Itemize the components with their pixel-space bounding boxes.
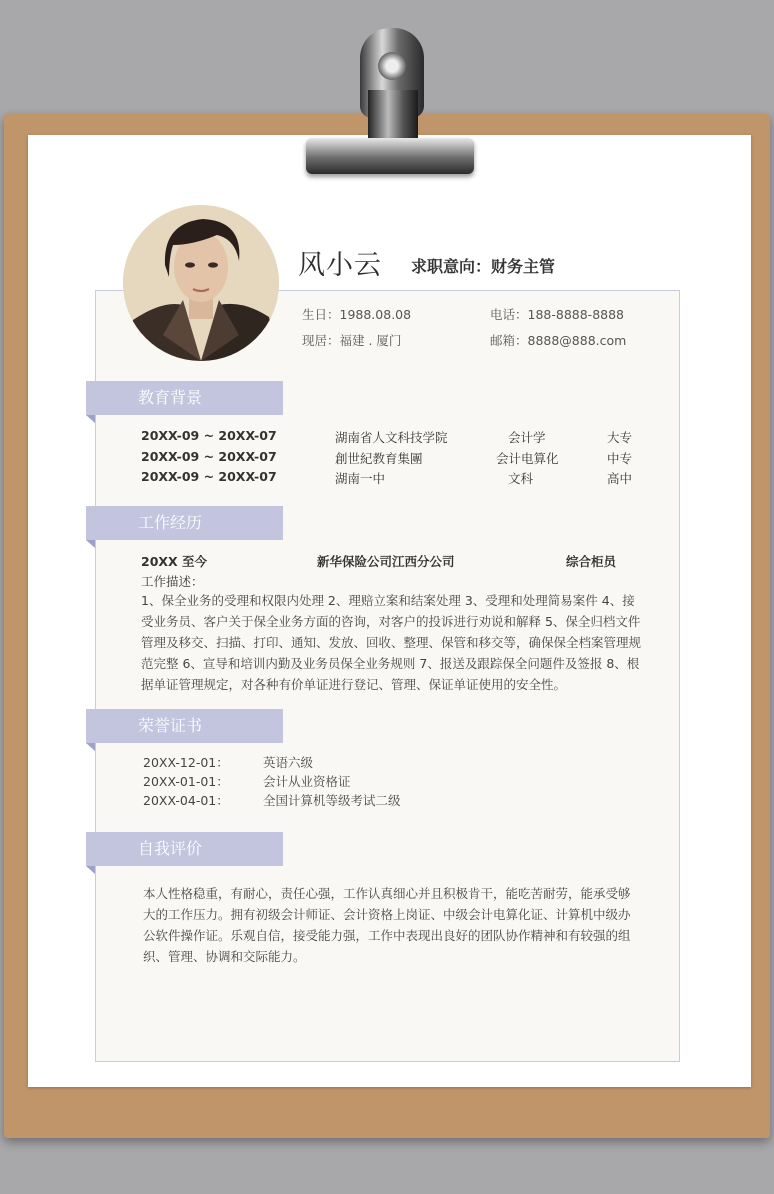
binder-clip-neck: [368, 90, 418, 140]
candidate-name: 风小云: [298, 250, 382, 281]
job-intention: 求职意向：财务主管: [411, 257, 556, 276]
work-period: 20XX 至今: [141, 554, 208, 569]
self-line: 本人性格稳重，有耐心，责任心强，工作认真细心并且积极肯干，能吃苦耐劳，能承受够: [143, 886, 631, 901]
edu-major-3: 文科: [508, 471, 534, 486]
edu-period-2: 20XX-09 ~ 20XX-07: [141, 449, 277, 464]
self-line: 大的工作压力。拥有初级会计师证、会计资格上岗证、中级会计电算化证、计算机中级办: [143, 907, 631, 922]
work-desc-label: 工作描述：: [141, 574, 204, 589]
work-description: [141, 590, 661, 695]
info-birthday: 生日：1988.08.08: [302, 307, 412, 322]
work-desc-line: 范完整 6、宣导和培训内勤及业务员保全业务规则 7、报送及跟踪保全问题件及签报 8、根: [141, 656, 640, 671]
edu-major-2: 会计电算化: [496, 451, 559, 466]
section-header-education: 教育背景: [86, 381, 283, 415]
honor-name-2: 会计从业资格证: [263, 774, 351, 789]
info-email: 邮箱：8888@888.com: [490, 333, 627, 348]
work-company: 新华保险公司江西分公司: [317, 554, 455, 569]
info-residence: 现居：福建 . 厦门: [302, 333, 402, 348]
self-evaluation: [143, 883, 663, 967]
edu-school-2: 創世紀教育集團: [335, 451, 423, 466]
section-header-work: 工作经历: [86, 506, 283, 540]
edu-school-1: 湖南省人文科技学院: [335, 430, 448, 445]
work-desc-line: 1、保全业务的受理和权限内处理 2、理赔立案和结案处理 3、受理和处理简易案件 4、接: [141, 593, 635, 608]
edu-school-3: 湖南一中: [335, 471, 386, 486]
edu-degree-1: 大专: [607, 430, 633, 445]
honor-date-2: 20XX-01-01：: [143, 774, 229, 789]
binder-clip-base: [306, 138, 474, 174]
honor-name-1: 英语六级: [263, 755, 314, 770]
avatar: [123, 205, 279, 361]
info-phone: 电话：188-8888-8888: [490, 307, 625, 322]
honor-name-3: 全国计算机等级考试二级: [263, 793, 401, 808]
work-desc-line: 管理及移交、扫描、打印、通知、发放、回收、整理、保管和移交等，确保保全档案管理规: [141, 635, 642, 650]
edu-period-3: 20XX-09 ~ 20XX-07: [141, 469, 277, 484]
honor-date-1: 20XX-12-01：: [143, 755, 229, 770]
edu-degree-2: 中专: [607, 451, 633, 466]
section-header-honors: 荣誉证书: [86, 709, 283, 743]
work-position: 综合柜员: [566, 554, 617, 569]
section-header-self: 自我评价: [86, 832, 283, 866]
work-desc-line: 受业务员、客户关于保全业务方面的咨询，对客户的投诉进行劝说和解释 5、保全归档文件: [141, 614, 641, 629]
self-line: 公软件操作证。乐观自信，接受能力强，工作中表现出良好的团队协作精神和有较强的组: [143, 928, 631, 943]
edu-major-1: 会计学: [508, 430, 546, 445]
edu-period-1: 20XX-09 ~ 20XX-07: [141, 428, 277, 443]
self-line: 织、管理、协调和交际能力。: [143, 949, 306, 964]
edu-degree-3: 高中: [607, 471, 633, 486]
honor-date-3: 20XX-04-01：: [143, 793, 229, 808]
work-desc-line: 据单证管理规定，对各种有价单证进行登记、管理、保证单证使用的安全性。: [141, 677, 567, 692]
portrait-photo: [123, 205, 279, 361]
